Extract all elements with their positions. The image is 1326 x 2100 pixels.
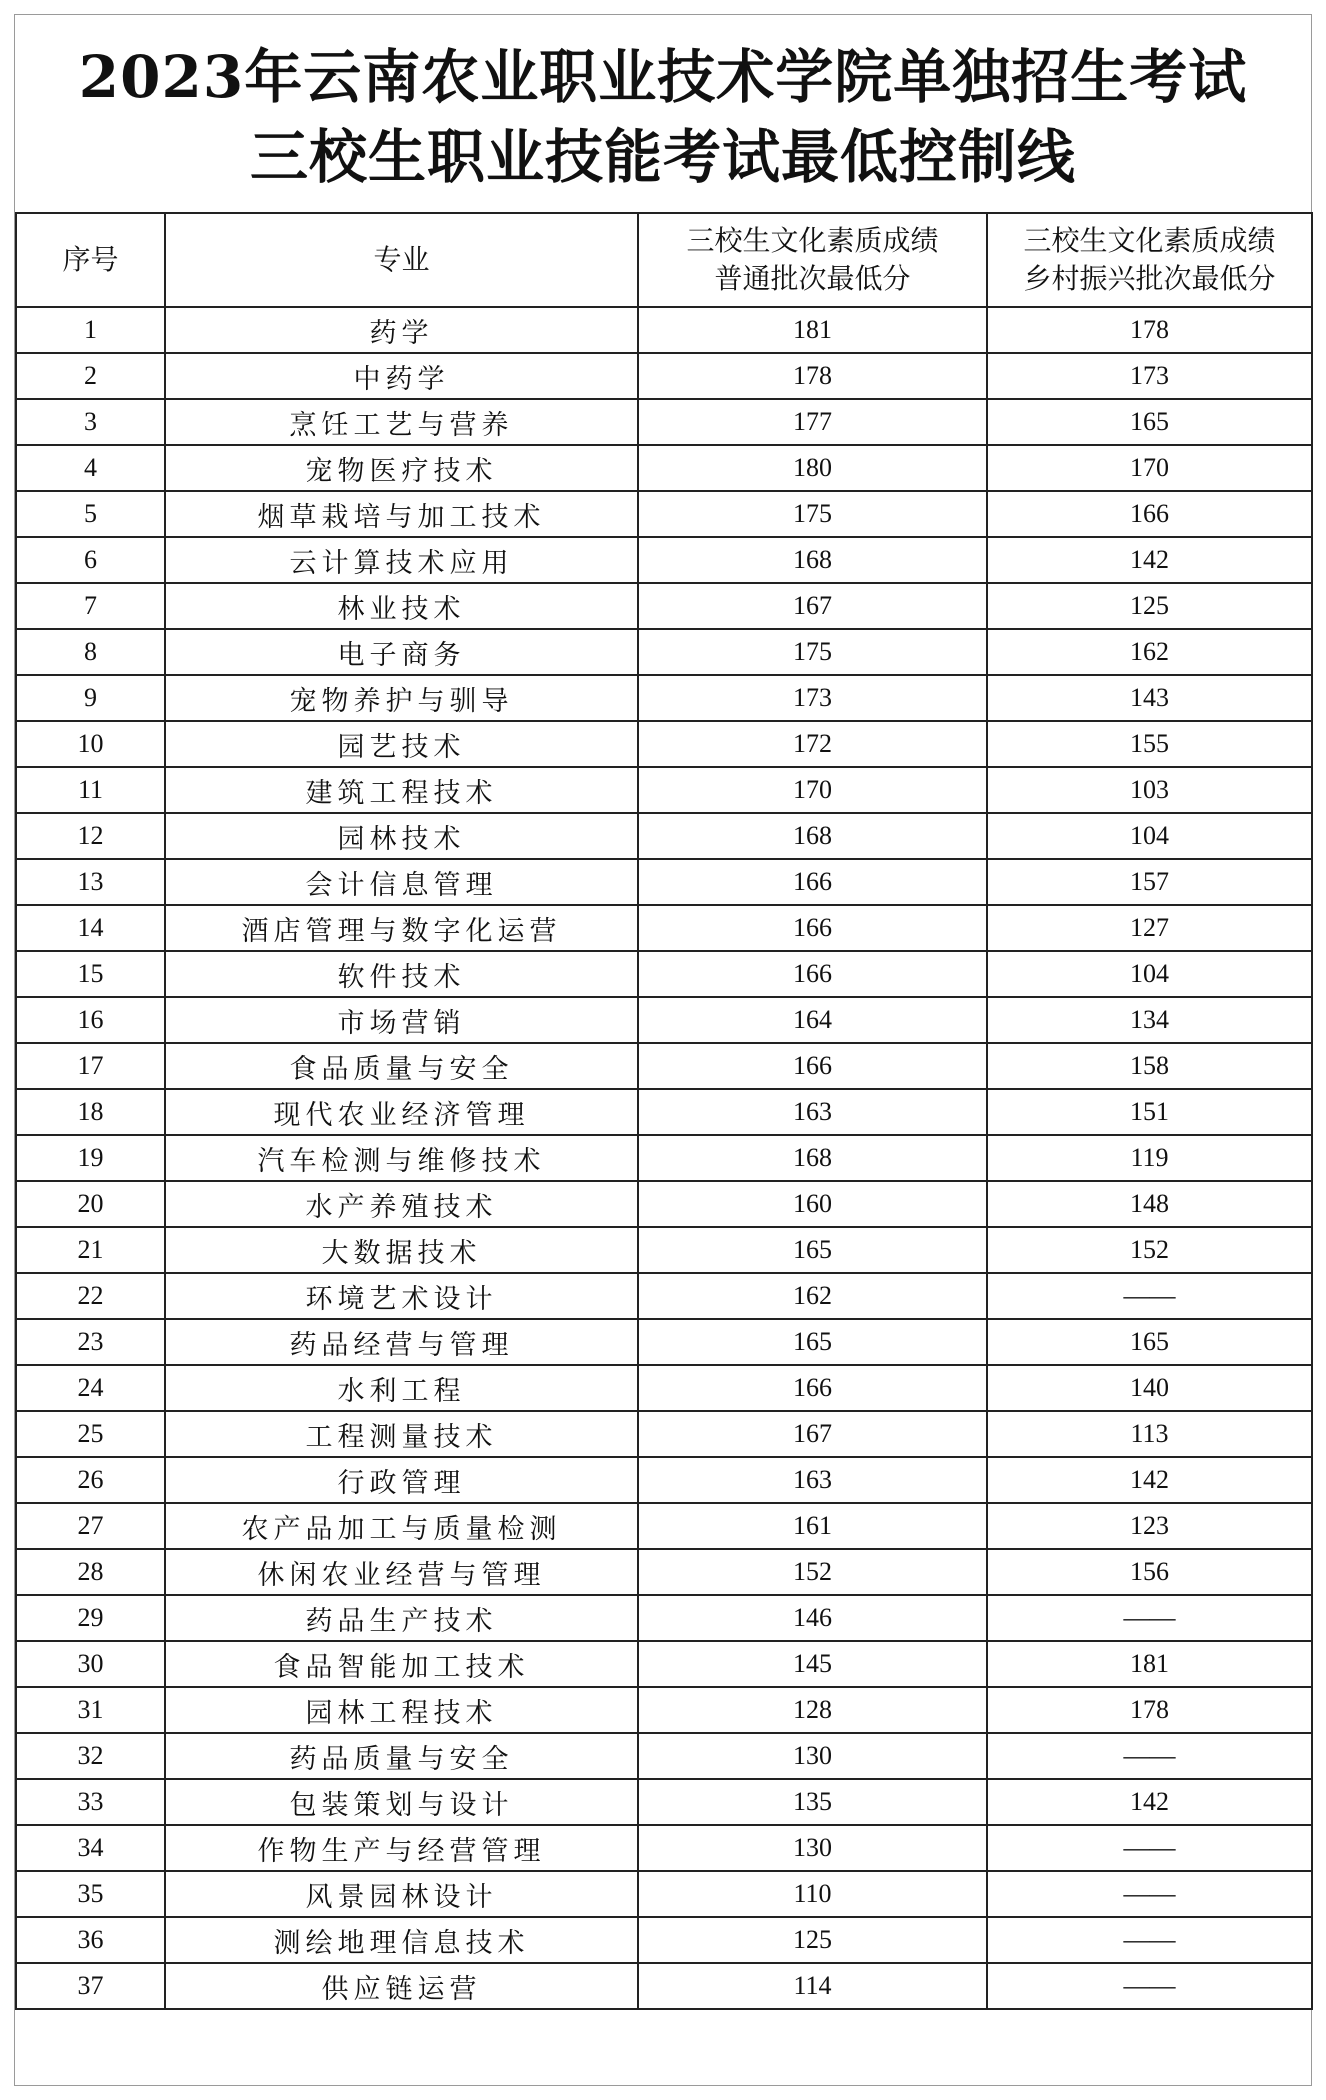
- cell-rural-score: 104: [987, 813, 1312, 859]
- cell-major: 包装策划与设计: [165, 1779, 638, 1825]
- cell-general-score: 163: [638, 1457, 987, 1503]
- table-row: [16, 951, 1312, 997]
- table-row: [16, 1043, 1312, 1089]
- cell-seq: 8: [16, 629, 165, 675]
- score-table: [15, 212, 1313, 2010]
- title-line-1: 2023年云南农业职业技术学院单独招生考试: [78, 43, 1248, 111]
- cell-rural-score: 142: [987, 1779, 1312, 1825]
- cell-general-score: 180: [638, 445, 987, 491]
- cell-major: 行政管理: [165, 1457, 638, 1503]
- cell-major: 食品质量与安全: [165, 1043, 638, 1089]
- cell-major: 园艺技术: [165, 721, 638, 767]
- cell-general-score: 175: [638, 629, 987, 675]
- cell-seq: 35: [16, 1871, 165, 1917]
- cell-general-score: 164: [638, 997, 987, 1043]
- table-row: [16, 1411, 1312, 1457]
- cell-major: 环境艺术设计: [165, 1273, 638, 1319]
- cell-general-score: 160: [638, 1181, 987, 1227]
- cell-rural-score: 104: [987, 951, 1312, 997]
- table-row: [16, 905, 1312, 951]
- cell-seq: 28: [16, 1549, 165, 1595]
- table-body: [16, 307, 1312, 2009]
- table-row: [16, 675, 1312, 721]
- cell-general-score: 166: [638, 1043, 987, 1089]
- cell-seq: 34: [16, 1825, 165, 1871]
- cell-rural-score: 127: [987, 905, 1312, 951]
- cell-seq: 14: [16, 905, 165, 951]
- cell-major: 药品生产技术: [165, 1595, 638, 1641]
- cell-rural-score: 181: [987, 1641, 1312, 1687]
- table-row: [16, 1825, 1312, 1871]
- cell-general-score: 161: [638, 1503, 987, 1549]
- cell-rural-score: 123: [987, 1503, 1312, 1549]
- cell-general-score: 167: [638, 1411, 987, 1457]
- cell-rural-score: ——: [987, 1595, 1312, 1641]
- cell-general-score: 175: [638, 491, 987, 537]
- table-row: [16, 813, 1312, 859]
- cell-general-score: 163: [638, 1089, 987, 1135]
- cell-general-score: 125: [638, 1917, 987, 1963]
- cell-rural-score: 157: [987, 859, 1312, 905]
- cell-major: 烟草栽培与加工技术: [165, 491, 638, 537]
- cell-major: 水利工程: [165, 1365, 638, 1411]
- table-row: [16, 721, 1312, 767]
- cell-general-score: 172: [638, 721, 987, 767]
- header-seq: 序号: [16, 213, 165, 307]
- cell-seq: 27: [16, 1503, 165, 1549]
- cell-major: 药品质量与安全: [165, 1733, 638, 1779]
- table-row: [16, 307, 1312, 353]
- cell-major: 风景园林设计: [165, 1871, 638, 1917]
- table-row: [16, 859, 1312, 905]
- cell-rural-score: ——: [987, 1871, 1312, 1917]
- cell-seq: 22: [16, 1273, 165, 1319]
- cell-rural-score: 151: [987, 1089, 1312, 1135]
- cell-rural-score: 142: [987, 537, 1312, 583]
- cell-major: 建筑工程技术: [165, 767, 638, 813]
- table-row: [16, 1181, 1312, 1227]
- cell-seq: 25: [16, 1411, 165, 1457]
- table-row: [16, 767, 1312, 813]
- cell-rural-score: 170: [987, 445, 1312, 491]
- table-row: [16, 1365, 1312, 1411]
- header-rural-line-2: 乡村振兴批次最低分: [1023, 262, 1276, 295]
- cell-rural-score: 142: [987, 1457, 1312, 1503]
- cell-major: 测绘地理信息技术: [165, 1917, 638, 1963]
- cell-seq: 9: [16, 675, 165, 721]
- table-row: [16, 1687, 1312, 1733]
- cell-major: 市场营销: [165, 997, 638, 1043]
- cell-rural-score: 178: [987, 307, 1312, 353]
- table-row: [16, 353, 1312, 399]
- cell-major: 会计信息管理: [165, 859, 638, 905]
- cell-seq: 7: [16, 583, 165, 629]
- cell-seq: 17: [16, 1043, 165, 1089]
- table-header-row: [16, 213, 1312, 307]
- cell-major: 水产养殖技术: [165, 1181, 638, 1227]
- cell-major: 供应链运营: [165, 1963, 638, 2009]
- cell-seq: 13: [16, 859, 165, 905]
- table-row: [16, 1089, 1312, 1135]
- cell-major: 电子商务: [165, 629, 638, 675]
- cell-major: 药学: [165, 307, 638, 353]
- cell-general-score: 170: [638, 767, 987, 813]
- cell-seq: 33: [16, 1779, 165, 1825]
- cell-major: 食品智能加工技术: [165, 1641, 638, 1687]
- cell-major: 宠物养护与驯导: [165, 675, 638, 721]
- cell-general-score: 166: [638, 859, 987, 905]
- cell-general-score: 110: [638, 1871, 987, 1917]
- cell-general-score: 173: [638, 675, 987, 721]
- cell-rural-score: ——: [987, 1917, 1312, 1963]
- cell-seq: 3: [16, 399, 165, 445]
- table-row: [16, 629, 1312, 675]
- cell-rural-score: ——: [987, 1825, 1312, 1871]
- cell-seq: 31: [16, 1687, 165, 1733]
- cell-general-score: 130: [638, 1825, 987, 1871]
- cell-major: 软件技术: [165, 951, 638, 997]
- cell-seq: 24: [16, 1365, 165, 1411]
- cell-rural-score: 158: [987, 1043, 1312, 1089]
- cell-general-score: 181: [638, 307, 987, 353]
- cell-general-score: 145: [638, 1641, 987, 1687]
- cell-major: 园林技术: [165, 813, 638, 859]
- cell-seq: 15: [16, 951, 165, 997]
- cell-rural-score: ——: [987, 1273, 1312, 1319]
- cell-rural-score: 119: [987, 1135, 1312, 1181]
- cell-rural-score: 156: [987, 1549, 1312, 1595]
- cell-general-score: 166: [638, 905, 987, 951]
- cell-rural-score: ——: [987, 1963, 1312, 2009]
- header-general-score: [638, 213, 987, 307]
- cell-major: 园林工程技术: [165, 1687, 638, 1733]
- header-rural-line-1: 三校生文化素质成绩: [1023, 224, 1276, 257]
- cell-major: 农产品加工与质量检测: [165, 1503, 638, 1549]
- cell-seq: 21: [16, 1227, 165, 1273]
- table-row: [16, 491, 1312, 537]
- table-row: [16, 399, 1312, 445]
- cell-major: 林业技术: [165, 583, 638, 629]
- cell-general-score: 152: [638, 1549, 987, 1595]
- cell-seq: 5: [16, 491, 165, 537]
- cell-general-score: 177: [638, 399, 987, 445]
- cell-rural-score: 113: [987, 1411, 1312, 1457]
- cell-rural-score: 178: [987, 1687, 1312, 1733]
- cell-rural-score: 143: [987, 675, 1312, 721]
- table-row: [16, 1319, 1312, 1365]
- cell-general-score: 165: [638, 1227, 987, 1273]
- cell-seq: 11: [16, 767, 165, 813]
- header-general-line-2: 普通批次最低分: [714, 262, 911, 295]
- cell-rural-score: 103: [987, 767, 1312, 813]
- table-row: [16, 1503, 1312, 1549]
- cell-rural-score: 165: [987, 399, 1312, 445]
- table-row: [16, 1135, 1312, 1181]
- cell-major: 烹饪工艺与营养: [165, 399, 638, 445]
- cell-major: 休闲农业经营与管理: [165, 1549, 638, 1595]
- header-general-line-1: 三校生文化素质成绩: [686, 224, 939, 257]
- table-row: [16, 1549, 1312, 1595]
- cell-rural-score: 155: [987, 721, 1312, 767]
- cell-general-score: 162: [638, 1273, 987, 1319]
- cell-rural-score: 148: [987, 1181, 1312, 1227]
- cell-seq: 26: [16, 1457, 165, 1503]
- cell-rural-score: 166: [987, 491, 1312, 537]
- cell-general-score: 167: [638, 583, 987, 629]
- cell-seq: 37: [16, 1963, 165, 2009]
- header-rural-score: [987, 213, 1312, 307]
- table-row: [16, 1641, 1312, 1687]
- table-row: [16, 583, 1312, 629]
- cell-major: 中药学: [165, 353, 638, 399]
- cell-major: 现代农业经济管理: [165, 1089, 638, 1135]
- cell-general-score: 114: [638, 1963, 987, 2009]
- cell-general-score: 135: [638, 1779, 987, 1825]
- table-row: [16, 997, 1312, 1043]
- cell-general-score: 166: [638, 1365, 987, 1411]
- table-row: [16, 1595, 1312, 1641]
- cell-general-score: 130: [638, 1733, 987, 1779]
- cell-seq: 30: [16, 1641, 165, 1687]
- table-row: [16, 1871, 1312, 1917]
- table-row: [16, 537, 1312, 583]
- cell-rural-score: 125: [987, 583, 1312, 629]
- table-row: [16, 1917, 1312, 1963]
- table-row: [16, 445, 1312, 491]
- cell-general-score: 168: [638, 1135, 987, 1181]
- table-row: [16, 1963, 1312, 2009]
- table-row: [16, 1457, 1312, 1503]
- cell-major: 工程测量技术: [165, 1411, 638, 1457]
- cell-rural-score: 165: [987, 1319, 1312, 1365]
- cell-major: 宠物医疗技术: [165, 445, 638, 491]
- cell-rural-score: 134: [987, 997, 1312, 1043]
- cell-major: 大数据技术: [165, 1227, 638, 1273]
- cell-general-score: 165: [638, 1319, 987, 1365]
- cell-general-score: 146: [638, 1595, 987, 1641]
- cell-general-score: 128: [638, 1687, 987, 1733]
- cell-rural-score: 173: [987, 353, 1312, 399]
- cell-major: 作物生产与经营管理: [165, 1825, 638, 1871]
- header-major: 专业: [165, 213, 638, 307]
- cell-seq: 36: [16, 1917, 165, 1963]
- cell-major: 云计算技术应用: [165, 537, 638, 583]
- table-row: [16, 1273, 1312, 1319]
- cell-major: 药品经营与管理: [165, 1319, 638, 1365]
- cell-seq: 16: [16, 997, 165, 1043]
- cell-major: 酒店管理与数字化运营: [165, 905, 638, 951]
- cell-seq: 18: [16, 1089, 165, 1135]
- table-row: [16, 1733, 1312, 1779]
- cell-general-score: 168: [638, 813, 987, 859]
- cell-seq: 20: [16, 1181, 165, 1227]
- cell-seq: 23: [16, 1319, 165, 1365]
- cell-rural-score: 162: [987, 629, 1312, 675]
- cell-general-score: 178: [638, 353, 987, 399]
- cell-general-score: 168: [638, 537, 987, 583]
- cell-rural-score: 140: [987, 1365, 1312, 1411]
- title-line-2: 三校生职业技能考试最低控制线: [249, 123, 1076, 191]
- cell-major: 汽车检测与维修技术: [165, 1135, 638, 1181]
- cell-seq: 19: [16, 1135, 165, 1181]
- cell-seq: 2: [16, 353, 165, 399]
- cell-rural-score: ——: [987, 1733, 1312, 1779]
- cell-seq: 12: [16, 813, 165, 859]
- cell-rural-score: 152: [987, 1227, 1312, 1273]
- table-row: [16, 1779, 1312, 1825]
- table-row: [16, 1227, 1312, 1273]
- cell-seq: 29: [16, 1595, 165, 1641]
- cell-seq: 4: [16, 445, 165, 491]
- cell-seq: 10: [16, 721, 165, 767]
- cell-seq: 1: [16, 307, 165, 353]
- cell-seq: 6: [16, 537, 165, 583]
- cell-seq: 32: [16, 1733, 165, 1779]
- cell-general-score: 166: [638, 951, 987, 997]
